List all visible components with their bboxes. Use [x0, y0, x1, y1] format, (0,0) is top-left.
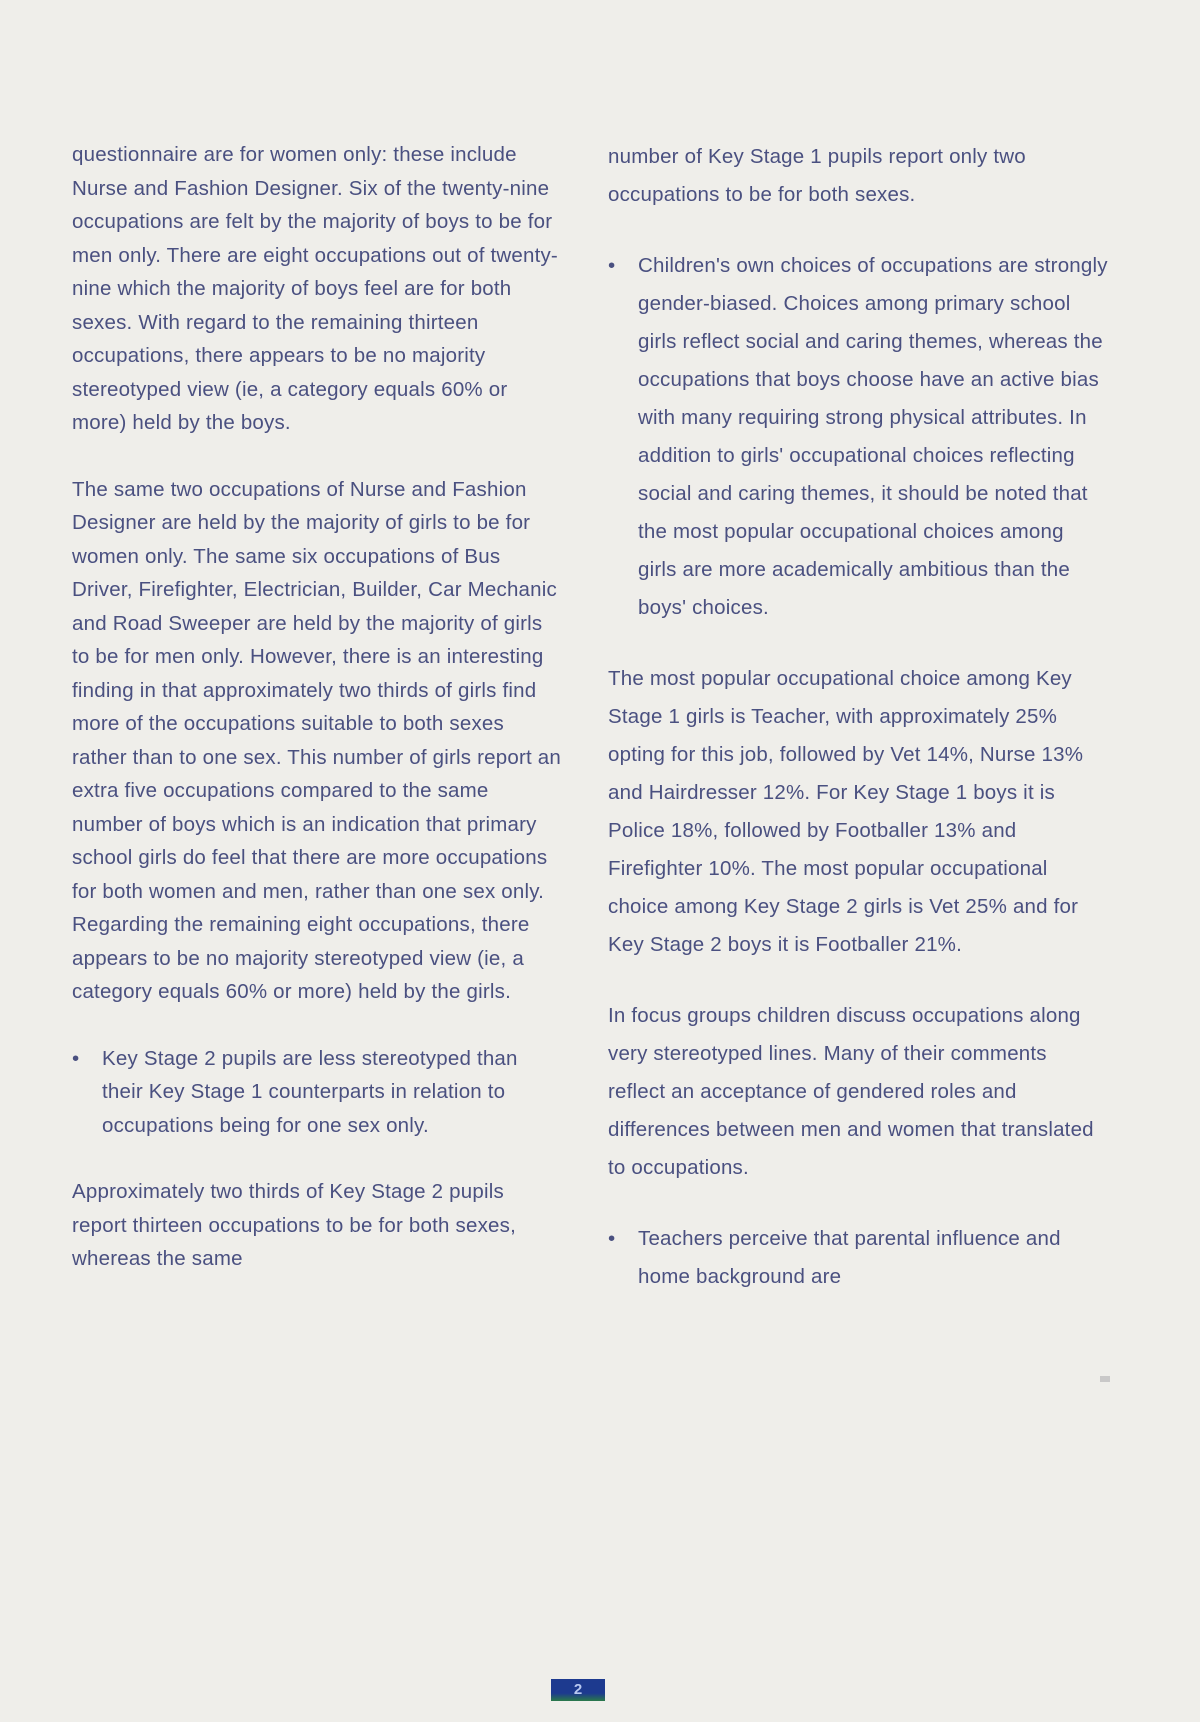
bullet-text: Teachers perceive that parental influence and home background are [638, 1227, 1061, 1288]
bullet-icon: • [72, 1046, 80, 1070]
paragraph: The same two occupations of Nurse and Fashion Designer are held by the majority of girls to be for women only. The same six occupations of Bus Driver, Firefighter, Electrician, Builder, Car Mechanic and Road Sweeper are held by the majority of girls to be for men only. However, there is an interesting finding in that approximately two thirds of girls find more of the occupations suitable to both sexes rather than to one sex. This number of girls report an extra five occupations compared to the same number of boys which is an indication that primary school girls do feel that there are more occupations for both women and men, rather than one sex only. Regarding the remaining eight occupations, there appears to be no majority stereotyped view (ie, a category equals 60% or more) held by the girls. [72, 477, 562, 1003]
bullet-text: Key Stage 2 pupils are less stereotyped than their Key Stage 1 counterparts in relation to occupations being for one sex only. [102, 1046, 518, 1137]
bullet-text: Children's own choices of occupations are strongly gender-biased. Choices among primary school girls reflect social and caring themes, whereas the occupations that boys choose have an active bias with many requiring strong physical attributes. In addition to girls' occupational choices reflecting social and caring themes, it should be noted that the most popular occupational choices among girls are more academically ambitious than the boys' choices. [638, 254, 1108, 619]
right-column [608, 138, 1108, 1329]
bullet-icon: • [608, 1227, 616, 1250]
page-number: 2 [551, 1679, 605, 1701]
paragraph: The most popular occupational choice among Key Stage 1 girls is Teacher, with approximately 25% opting for this job, followed by Vet 14%, Nurse 13% and Hairdresser 12%. For Key Stage 1 boys it is Police 18%, followed by Footballer 13% and Firefighter 10%. The most popular occupational choice among Key Stage 2 girls is Vet 25% and for Key Stage 2 boys it is Footballer 21%. [608, 667, 1084, 956]
paragraph: In focus groups children discuss occupations along very stereotyped lines. Many of their comments reflect an acceptance of gendered roles and differences between men and women that translated to occupations. [608, 1004, 1094, 1179]
paragraph: questionnaire are for women only: these include Nurse and Fashion Designer. Six of the twenty-nine occupations are felt by the majority of boys to be for men only. There are eight occupations out of twenty-nine which the majority of boys feel are for both sexes. With regard to the remaining thirteen occupations, there appears to be no majority stereotyped view (ie, a category equals 60% or more) held by the boys. [72, 143, 558, 434]
paragraph: number of Key Stage 1 pupils report only two occupations to be for both sexes. [608, 145, 1026, 206]
bullet-icon: • [608, 254, 616, 277]
bullet-item [608, 247, 1108, 627]
bullet-item [608, 1220, 1108, 1296]
left-column [72, 138, 562, 1309]
bullet-item [72, 1042, 562, 1143]
paragraph: Approximately two thirds of Key Stage 2 pupils report thirteen occupations to be for both sexes, whereas the same [72, 1180, 516, 1270]
scan-mark [1100, 1376, 1110, 1382]
